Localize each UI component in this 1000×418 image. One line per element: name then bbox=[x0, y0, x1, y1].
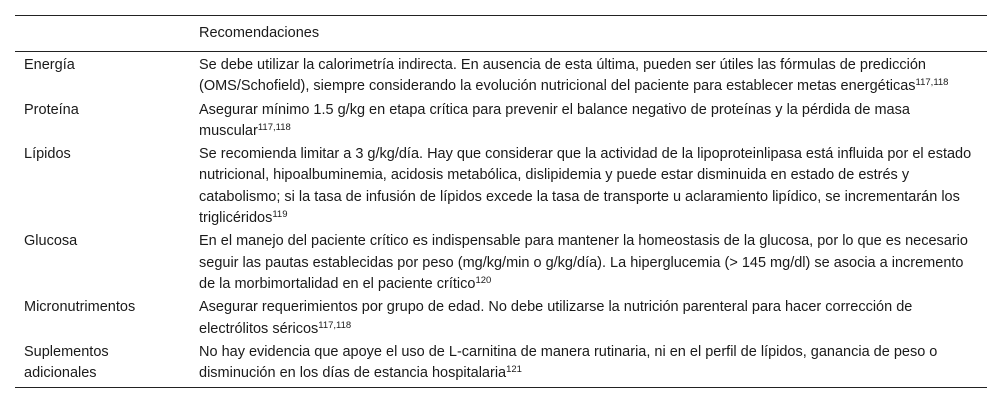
recommendation-text: Se debe utilizar la calorimetría indirecta. En ausencia de esta última, pueden ser útiles las fórmulas de predicción (OMS/Schofield), siempre considerando la evolución nutricional del paciente para establecer metas energéticas bbox=[199, 57, 926, 95]
row-label-suplementos: Suplementos adicionales bbox=[15, 341, 182, 388]
table-row bbox=[15, 296, 987, 341]
recommendation-text: Asegurar requerimientos por grupo de edad. No debe utilizarse la nutrición parenteral para hacer corrección de electrólitos séricos bbox=[199, 299, 913, 337]
reference-superscript: 117,118 bbox=[318, 319, 352, 331]
reference-superscript: 119 bbox=[272, 209, 288, 221]
row-text-energia bbox=[182, 52, 987, 99]
row-label-energia: Energía bbox=[24, 57, 75, 73]
recommendation-text: En el manejo del paciente crítico es indispensable para mantener la homeostasis de la glucosa, por lo que es necesario seguir las pautas establecidas por peso (mg/kg/min o g/kg/día). La hiperglucemia (> 145 mg/dl) se asocia a incremento de la morbimortalidad en el paciente crítico bbox=[199, 233, 968, 292]
header-row bbox=[15, 16, 987, 52]
row-label-proteina: Proteína bbox=[24, 101, 79, 118]
recommendations-table-container bbox=[15, 15, 987, 388]
table-row bbox=[15, 52, 987, 99]
row-text-glucosa bbox=[182, 230, 987, 296]
recommendation-text: Asegurar mínimo 1.5 g/kg en etapa crítica para prevenir el balance negativo de proteínas y la pérdida de masa muscular bbox=[199, 101, 910, 139]
table-row bbox=[15, 341, 987, 388]
reference-superscript: 117,118 bbox=[915, 77, 949, 89]
table-body bbox=[15, 52, 987, 388]
reference-superscript: 121 bbox=[506, 364, 522, 376]
row-label-micronutrimentos: Micronutrimentos bbox=[24, 299, 136, 316]
table-header bbox=[15, 16, 987, 52]
table-row bbox=[15, 99, 987, 144]
row-text-micronutrimentos bbox=[182, 296, 987, 341]
reference-superscript: 120 bbox=[475, 274, 492, 286]
recommendations-table bbox=[15, 15, 987, 388]
reference-superscript: 117,118 bbox=[257, 121, 291, 133]
table-row bbox=[15, 143, 987, 230]
recommendation-text: Se recomienda limitar a 3 g/kg/día. Hay que considerar que la actividad de la lipoproteinlipasa está influida por el estado nutricional, hipoalbuminemia, acidosis metabólica, dislipidemia y puede estar disminuida en estado de estrés y catabolismo; si la tasa de infusión de lípidos excede la tasa de transporte u aclaramiento lipídico, se incrementarán los triglicéridos bbox=[199, 146, 972, 227]
header-recomendaciones: Recomendaciones bbox=[182, 16, 987, 52]
row-label-glucosa: Glucosa bbox=[24, 233, 78, 250]
row-label-lipidos: Lípidos bbox=[24, 146, 71, 163]
table-row bbox=[15, 230, 987, 296]
row-text-proteina bbox=[182, 99, 987, 144]
row-text-suplementos bbox=[182, 341, 987, 388]
row-text-lipidos bbox=[182, 143, 987, 230]
recommendation-text: No hay evidencia que apoye el uso de L-carnitina de manera rutinaria, ni en el perfil de lípidos, ganancia de peso o disminución en los días de estancia hospitalaria bbox=[199, 343, 938, 382]
header-empty-cell bbox=[15, 16, 182, 52]
